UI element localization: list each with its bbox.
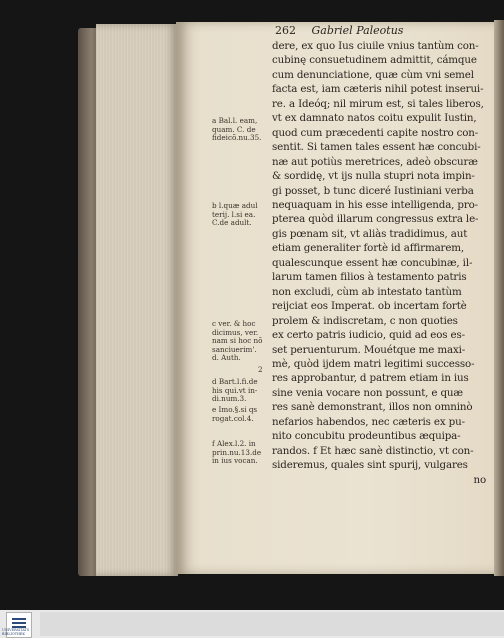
margin-note-line: prin.nu.13.de	[212, 448, 262, 457]
text-line: set peruenturum. Mouétque me maxi-	[272, 343, 466, 356]
text-line: cubinę consuetudinem admittit, cámque	[272, 54, 477, 67]
text-line: & sordidę, vt ijs nulla stupri nota impin-	[272, 170, 475, 183]
running-title: Gabriel Paleotus	[311, 24, 404, 37]
text-line: reijciat eos Imperat. ob incertam fortè	[272, 300, 467, 313]
text-line: gi posset, b tunc diceré Iustiniani verba	[272, 184, 474, 197]
text-line: sine venia vocare non possunt, e quæ	[272, 386, 463, 399]
margin-note-a	[212, 117, 272, 143]
page-number: 262	[275, 24, 296, 37]
library-logo-text: UNIVERSITÄTS BIBLIOTHEK	[2, 628, 30, 636]
page-stack	[96, 24, 178, 576]
margin-note-line: d Bart.l.fi.de	[212, 378, 258, 386]
text-line: non excludi, cùm ab intestato tantùm	[272, 285, 462, 298]
margin-note-line: rogat.col.4.	[212, 414, 254, 423]
margin-note-line: di.num.3.	[212, 395, 247, 404]
text-line: mè, quòd ijdem matri legitimi successo-	[272, 357, 475, 370]
text-line: nito concubitu prodeuntibus æquipa-	[272, 430, 461, 443]
text-line: quod cum præcedenti capite nostro con-	[272, 126, 479, 139]
margin-note-line: b l.quæ adul	[212, 202, 258, 210]
text-line: re. a Ideóq; nil mirum est, si tales liberos,	[272, 97, 484, 110]
margin-note-line: sanciuerim'.	[212, 345, 257, 354]
text-line: sideremus, quales sint spurij, vulgares	[272, 459, 468, 472]
margin-note-line: f Alex.l.2. in	[212, 440, 256, 448]
margin-note-f	[212, 440, 272, 466]
text-line: ex certo patris iudicio, quid ad eos es-	[272, 329, 465, 342]
margin-note-line: a Bal.l. eam,	[212, 117, 258, 125]
catchword: no	[473, 473, 486, 486]
margin-note-b	[212, 202, 272, 228]
text-line: nequaquam in his esse intelligenda, pro-	[272, 198, 479, 211]
text-line: nefarios habendos, nec cæteris ex pu-	[272, 415, 465, 428]
text-line: qualescunque essent hæ concubinæ, il-	[272, 256, 473, 269]
text-line: næ aut potiùs meretrices, adeò obscuræ	[272, 155, 478, 168]
margin-note-line: terij. l.si ea.	[212, 210, 256, 219]
text-line: pterea quòd illarum congressus extra le-	[272, 213, 479, 226]
margin-note-line: fideicõ.nu.35.	[212, 134, 262, 143]
margin-note-line: quam. C. de	[212, 125, 256, 134]
margin-note-line: C.de adult.	[212, 219, 252, 228]
text-line: res sanè demonstrant, illos non omninò	[272, 401, 473, 414]
margin-note-line: d. Auth.	[212, 354, 241, 363]
text-line: prolem & indiscretam, c non quoties	[272, 314, 458, 327]
book-right-edge	[494, 20, 504, 576]
margin-note-line: e Imo.§.si qs	[212, 406, 258, 414]
text-line: etiam generaliter fortè id affirmarem,	[272, 242, 465, 255]
margin-note-d	[212, 378, 272, 404]
text-line: facta est, iam cæteris nihil potest inserui-	[272, 83, 484, 96]
text-line: gis pœnam sit, vt aliàs tradidimus, aut	[272, 227, 468, 240]
body-text	[272, 39, 488, 487]
margin-note-line: nam si hoc nõ	[212, 337, 263, 346]
text-line: cum denunciatione, quæ cùm vni semel	[272, 68, 474, 81]
margin-note-line: his qui.vt in-	[212, 386, 258, 395]
margin-note-line: c ver. & hoc	[212, 320, 256, 328]
margin-note-e	[212, 406, 272, 423]
footer-strip	[40, 612, 504, 636]
signature-mark: 2	[258, 365, 263, 374]
margin-note-line: dicimus, ver.	[212, 328, 259, 337]
text-line: randos. f Et hæc sanè distinctio, vt con-	[272, 444, 474, 457]
text-line: vt ex damnato natos coitu expulit Iustin,	[272, 112, 477, 125]
text-line: res approbantur, d patrem etiam in ius	[272, 372, 469, 385]
page-header	[275, 24, 403, 37]
text-line: sentit. Si tamen tales essent hæ concubi-	[272, 141, 481, 154]
margin-note-c	[212, 320, 272, 363]
text-line: larum tamen filios à testamento patris	[272, 271, 467, 284]
text-line: dere, ex quo Ius ciuile vnius tantùm con-	[272, 40, 479, 52]
margin-note-line: in ius vocan.	[212, 457, 258, 466]
